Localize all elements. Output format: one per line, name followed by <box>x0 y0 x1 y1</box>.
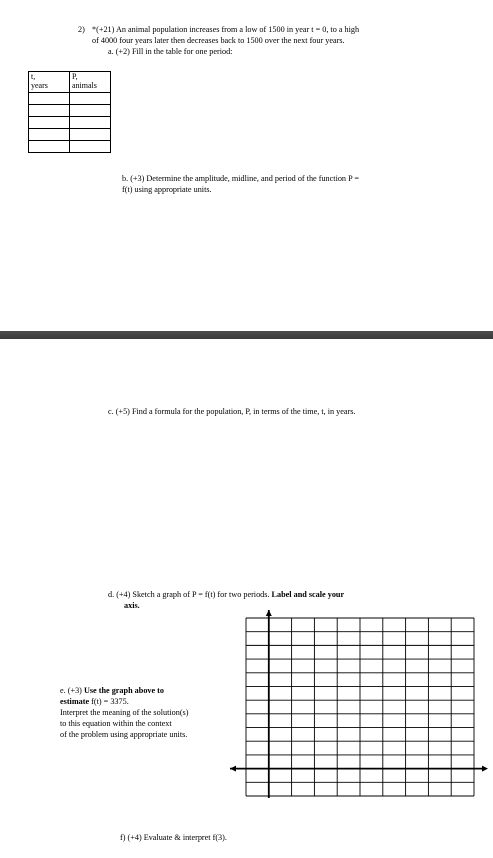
table-cell-t[interactable] <box>29 141 70 153</box>
table-cell-p[interactable] <box>70 93 111 105</box>
problem-intro-line2: of 4000 four years later then decreases back to 1500 over the next four years. <box>92 36 345 45</box>
table-cell-t[interactable] <box>29 117 70 129</box>
y-axis-arrow-icon <box>266 610 272 616</box>
table-cell-t[interactable] <box>29 105 70 117</box>
table-header-t-symbol: t, <box>31 72 36 81</box>
part-e-line1 <box>60 686 164 697</box>
table-cell-t[interactable] <box>29 93 70 105</box>
table-header-p <box>70 72 111 93</box>
part-e-equation: f(t) = 3375. <box>89 697 129 706</box>
table-row <box>29 141 111 153</box>
part-d-line2 <box>124 601 140 612</box>
problem-number: 2) <box>78 25 85 34</box>
graph-grid[interactable] <box>230 610 488 800</box>
table-header-p-symbol: P, <box>72 72 78 81</box>
table-row <box>29 93 111 105</box>
table-cell-t[interactable] <box>29 129 70 141</box>
part-e-line4: to this equation within the context <box>60 719 172 728</box>
part-d-line1 <box>108 590 344 601</box>
page-divider <box>0 331 493 339</box>
part-d-bold-line2: axis. <box>124 601 140 610</box>
part-f-prompt: f) (+4) Evaluate & interpret f(3). <box>120 833 227 842</box>
table-header-row <box>29 72 111 93</box>
table-header-t-unit: years <box>31 81 48 90</box>
table-row <box>29 129 111 141</box>
table-header-t <box>29 72 70 93</box>
part-b-line1: b. (+3) Determine the amplitude, midline, and period of the function P = <box>122 174 359 183</box>
part-d-bold: Label and scale your <box>271 590 345 599</box>
part-b-line2: f(t) using appropriate units. <box>122 185 212 194</box>
table-row <box>29 117 111 129</box>
x-axis-arrow-right-icon <box>482 766 488 772</box>
x-axis-arrow-left-icon <box>230 766 236 772</box>
table-cell-p[interactable] <box>70 141 111 153</box>
table-cell-p[interactable] <box>70 105 111 117</box>
problem-intro-line1: *(+21) An animal population increases from a low of 1500 in year t = 0, to a high <box>92 25 360 34</box>
part-e-line5: of the problem using appropriate units. <box>60 730 188 739</box>
part-a-prompt: a. (+2) Fill in the table for one period: <box>108 47 233 56</box>
table-row <box>29 105 111 117</box>
part-d-text: d. (+4) Sketch a graph of P = f(t) for two periods. <box>108 590 270 599</box>
part-e-bold2: estimate <box>60 697 90 706</box>
part-c-prompt: c. (+5) Find a formula for the population, P, in terms of the time, t, in years. <box>108 407 356 416</box>
part-e-line2 <box>60 697 129 708</box>
period-table <box>28 71 111 153</box>
part-e-prefix: e. (+3) <box>60 686 84 695</box>
part-e-bold1: Use the graph above to <box>83 686 165 695</box>
table-header-p-unit: animals <box>72 81 97 90</box>
table-cell-p[interactable] <box>70 129 111 141</box>
part-e-line3: Interpret the meaning of the solution(s) <box>60 708 189 717</box>
table-cell-p[interactable] <box>70 117 111 129</box>
